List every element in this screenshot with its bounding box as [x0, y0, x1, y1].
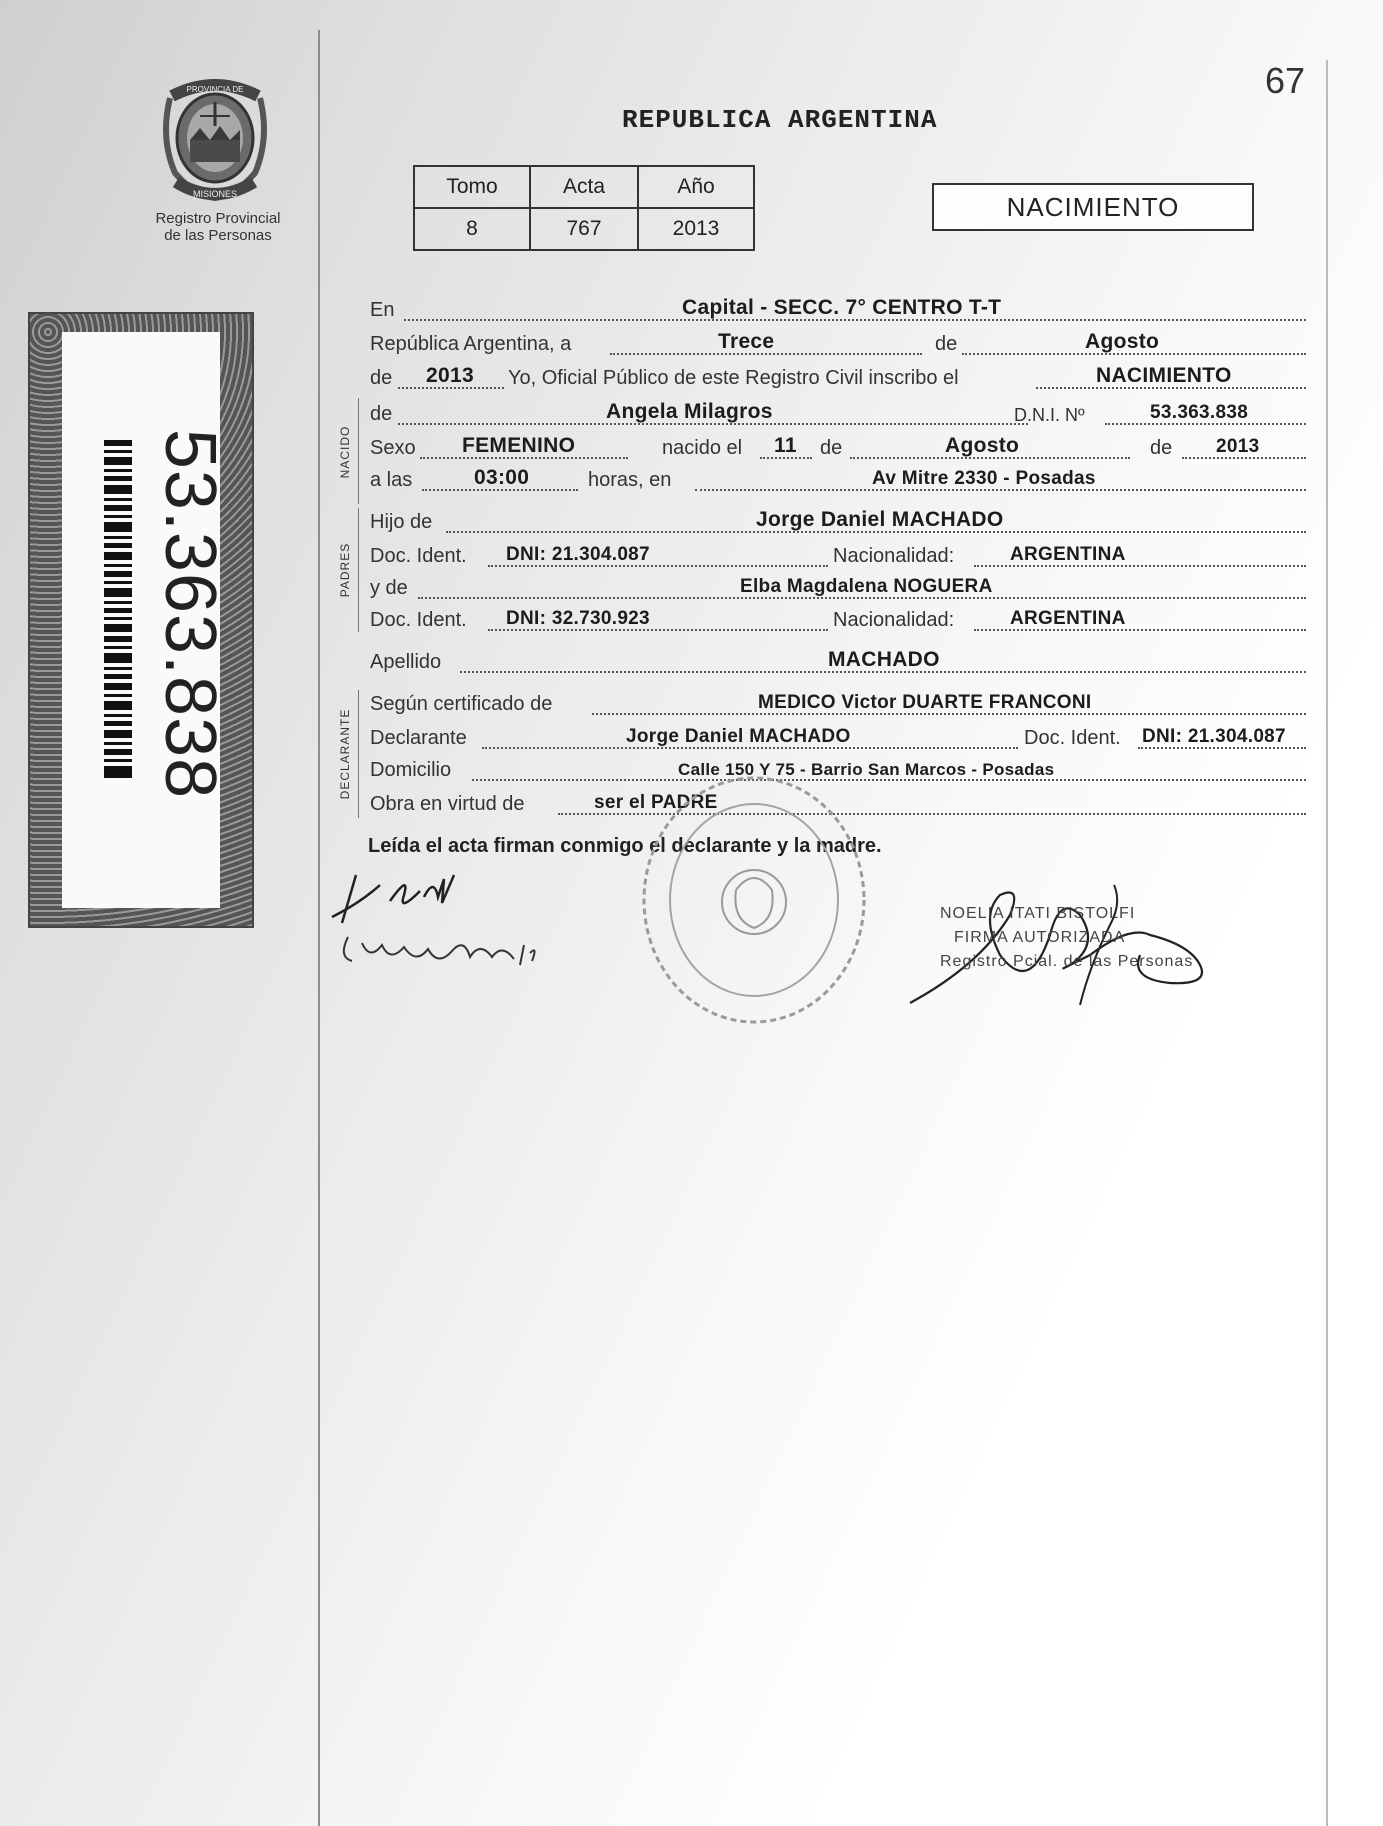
form-line-madre [370, 570, 1306, 604]
de-label-4: de [1150, 437, 1173, 459]
acto-value: NACIMIENTO [1096, 364, 1232, 387]
crest-bottom-ribbon-text: MISIONES [192, 189, 238, 199]
section-divider-nacido [358, 398, 359, 504]
form-line-en [370, 292, 1306, 326]
domicilio-label: Domicilio [370, 759, 452, 781]
doc-ident-label: Doc. Ident. [370, 545, 467, 567]
birth-month-value: Agosto [945, 434, 1020, 457]
section-divider-declarante [358, 690, 359, 818]
declarante-value: Jorge Daniel MACHADO [626, 726, 851, 747]
official-office: Registro Pcial. de las Personas [940, 953, 1194, 970]
mother-dni-value: DNI: 32.730.923 [506, 608, 650, 629]
declarante-label: Declarante [370, 727, 467, 749]
nacionalidad-label-2: Nacionalidad: [833, 609, 955, 631]
de-label: de [935, 333, 958, 355]
registry-caption-line2: de las Personas [164, 227, 272, 244]
mother-nationality-value: ARGENTINA [1010, 608, 1126, 629]
horas-label: horas, en [588, 469, 672, 491]
declarant-signature-icon [320, 865, 590, 975]
form-line-apellido [370, 644, 1306, 678]
nombre-label: de [370, 403, 393, 425]
en-label: En [370, 299, 395, 321]
certificado-value: MEDICO Victor DUARTE FRANCONI [758, 692, 1092, 713]
certificado-label: Según certificado de [370, 693, 553, 715]
birth-day-value: 11 [774, 434, 797, 457]
child-name-value: Angela Milagros [606, 400, 773, 423]
registry-office-value: Capital - SECC. 7° CENTRO T-T [682, 296, 1002, 319]
reference-table-header-row [414, 166, 754, 208]
official-name-stamp [940, 902, 1193, 974]
registry-caption-line1: Registro Provincial [155, 210, 281, 227]
obra-label: Obra en virtud de [370, 793, 525, 815]
sexo-value: FEMENINO [462, 434, 576, 457]
section-tab-nacido-label: NACIDO [338, 425, 352, 479]
dni-label: D.N.I. Nº [1014, 405, 1085, 425]
domicilio-value: Calle 150 Y 75 - Barrio San Marcos - Posadas [678, 760, 1055, 779]
form-line-padre [370, 504, 1306, 538]
year-value: 2013 [426, 364, 474, 387]
barcode-icon [104, 440, 132, 778]
crest-top-ribbon-text: PROVINCIA DE [186, 85, 244, 94]
official-name: NOELIA ITATI BISTOLFI [940, 905, 1136, 922]
de-label-2: de [370, 367, 393, 389]
doc-ident-label-3: Doc. Ident. [1024, 727, 1121, 749]
birth-year-value: 2013 [1216, 436, 1260, 457]
obra-value: ser el PADRE [594, 792, 718, 813]
oficial-text: Yo, Oficial Público de este Registro Civil inscribo el [508, 367, 959, 389]
mother-name-value: Elba Magdalena NOGUERA [740, 576, 993, 597]
y-de-label: y de [370, 577, 408, 599]
acta-value: 767 [530, 208, 638, 250]
country-title: REPUBLICA ARGENTINA [622, 105, 938, 135]
de-label-3: de [820, 437, 843, 459]
form-line-oficial [370, 360, 1306, 394]
form-line-padre-doc [370, 538, 1306, 572]
apellido-label: Apellido [370, 651, 442, 673]
official-seal-icon [636, 770, 872, 1030]
section-divider-padres [358, 508, 359, 632]
section-tab-nacido [334, 402, 356, 502]
republica-label: República Argentina, a [370, 333, 572, 355]
barcode-number-text: 53.363.838 [150, 428, 230, 800]
tomo-value: 8 [414, 208, 530, 250]
nacido-label: nacido el [662, 437, 743, 459]
hora-label: a las [370, 469, 413, 491]
form-line-certificado [370, 686, 1306, 720]
form-line-declarante [370, 720, 1306, 754]
form-line-hora [370, 462, 1306, 496]
section-tab-declarante-label: DECLARANTE [338, 708, 352, 800]
reference-table-value-row [414, 208, 754, 250]
father-nationality-value: ARGENTINA [1010, 544, 1126, 565]
month-value: Agosto [1085, 330, 1160, 353]
right-page-edge [1326, 60, 1328, 1826]
form-line-nombre [370, 396, 1306, 430]
father-dni-value: DNI: 21.304.087 [506, 544, 650, 565]
form-line-madre-doc [370, 602, 1306, 636]
barcode-label [28, 312, 254, 928]
section-tab-padres-label: PADRES [338, 542, 352, 598]
nacionalidad-label: Nacionalidad: [833, 545, 955, 567]
sexo-label: Sexo [370, 437, 416, 459]
section-tab-padres [334, 508, 356, 632]
hijo-label: Hijo de [370, 511, 433, 533]
birth-place-value: Av Mitre 2330 - Posadas [872, 468, 1096, 489]
anio-header: Año [638, 166, 754, 208]
record-type-box [932, 183, 1254, 231]
barcode-number [150, 354, 230, 874]
page-number: 67 [1265, 60, 1306, 101]
registry-caption [128, 210, 308, 244]
declarante-dni-value: DNI: 21.304.087 [1142, 726, 1286, 747]
form-line-sexo [370, 430, 1306, 464]
signing-statement: Leída el acta firman conmigo el declarante y la madre. [368, 835, 882, 857]
section-tab-declarante [334, 690, 356, 818]
misiones-coat-of-arms-icon [150, 78, 280, 206]
tomo-header: Tomo [414, 166, 530, 208]
father-name-value: Jorge Daniel MACHADO [756, 508, 1004, 531]
child-dni-value: 53.363.838 [1150, 402, 1249, 423]
official-role: FIRMA AUTORIZADA [954, 929, 1126, 946]
record-type: NACIMIENTO [1006, 191, 1180, 222]
anio-value: 2013 [638, 208, 754, 250]
hora-value: 03:00 [474, 466, 530, 489]
apellido-value: MACHADO [828, 648, 940, 671]
acta-header: Acta [530, 166, 638, 208]
day-value: Trece [718, 330, 775, 353]
form-line-fecha [370, 326, 1306, 360]
barcode-label-inner [62, 332, 230, 908]
reference-table [413, 165, 755, 251]
doc-ident-label-2: Doc. Ident. [370, 609, 467, 631]
